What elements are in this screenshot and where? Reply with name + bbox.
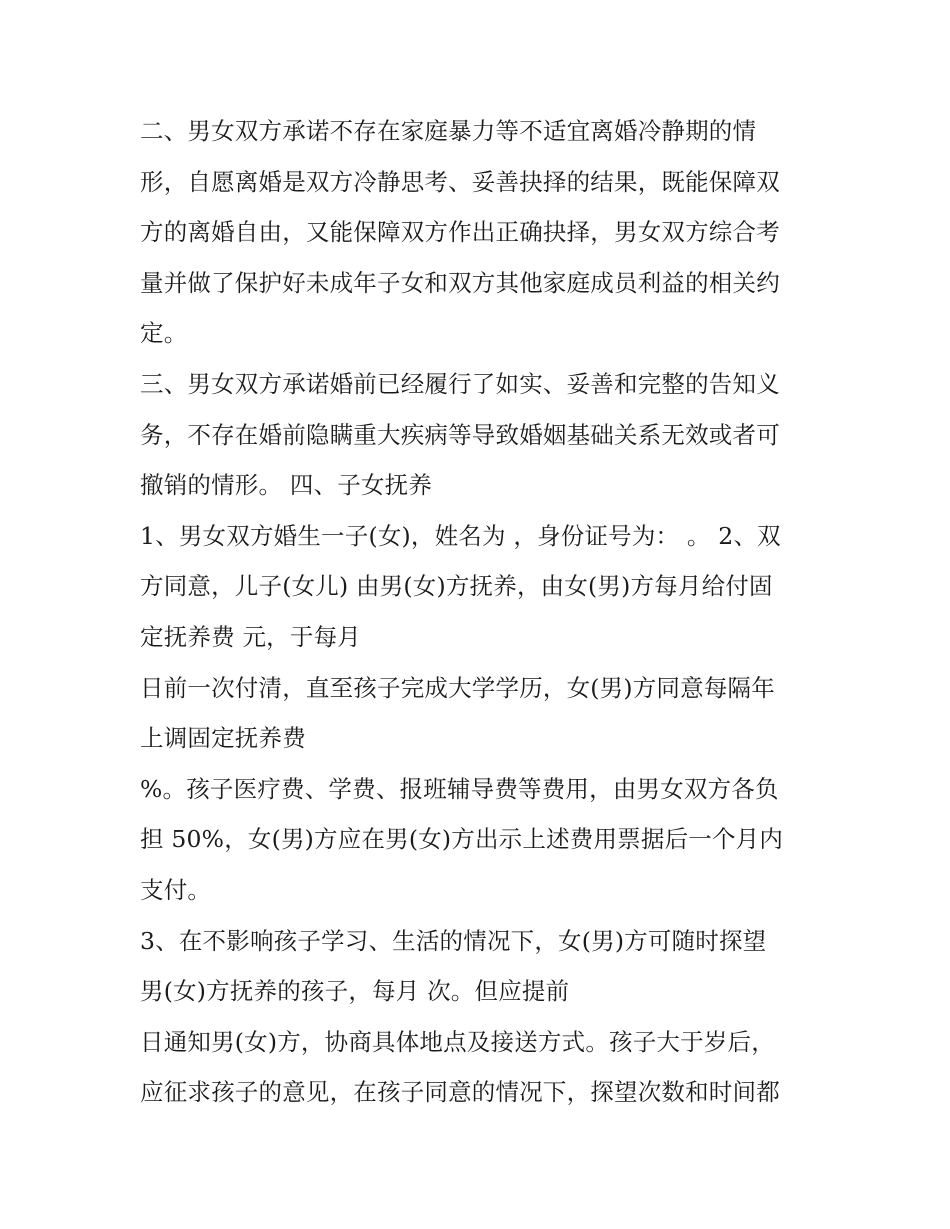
text-line: 务，不存在婚前隐瞒重大疾病等导致婚姻基础关系无效或者可 <box>140 420 780 449</box>
text-line: 担 50%，女(男)方应在男(女)方出示上述费用票据后一个月内 <box>140 825 784 854</box>
text-line: 方同意，儿子(女儿) 由男(女)方抚养，由女(男)方每月给付固 <box>140 572 773 601</box>
text-line: 形，自愿离婚是双方冷静思考、妥善抉择的结果，既能保障双 <box>140 167 780 196</box>
text-line: 3、在不影响孩子学习、生活的情况下，女(男)方可随时探望 <box>140 926 767 955</box>
text-line: %。孩子医疗费、学费、报班辅导费等费用，由男女双方各负 <box>140 774 779 803</box>
text-line: 撤销的情形。 四、子女抚养 <box>140 471 433 500</box>
text-line: 支付。 <box>140 875 212 904</box>
text-line: 1、男女双方婚生一子(女)，姓名为 ，身份证号为： 。 2、双 <box>140 521 781 550</box>
text-line: 日前一次付清，直至孩子完成大学学历，女(男)方同意每隔年 <box>140 673 775 702</box>
text-line: 应征求孩子的意见，在孩子同意的情况下，探望次数和时间都 <box>140 1078 780 1107</box>
text-line: 上调固定抚养费 <box>140 724 306 753</box>
text-line: 定抚养费 元，于每月 <box>140 622 361 651</box>
text-line: 定。 <box>140 319 188 348</box>
text-line: 男(女)方抚养的孩子，每月 次。但应提前 <box>140 977 570 1006</box>
text-line: 二、男女双方承诺不存在家庭暴力等不适宜离婚冷静期的情 <box>140 117 757 145</box>
text-line: 量并做了保护好未成年子女和双方其他家庭成员利益的相关约 <box>140 268 780 297</box>
text-line: 方的离婚自由，又能保障双方作出正确抉择，男女双方综合考 <box>140 218 780 247</box>
text-line: 三、男女双方承诺婚前已经履行了如实、妥善和完整的告知义 <box>140 369 780 398</box>
text-line: 日通知男(女)方，协商具体地点及接送方式。孩子大于岁后， <box>140 1027 775 1056</box>
document-body <box>140 106 820 1118</box>
